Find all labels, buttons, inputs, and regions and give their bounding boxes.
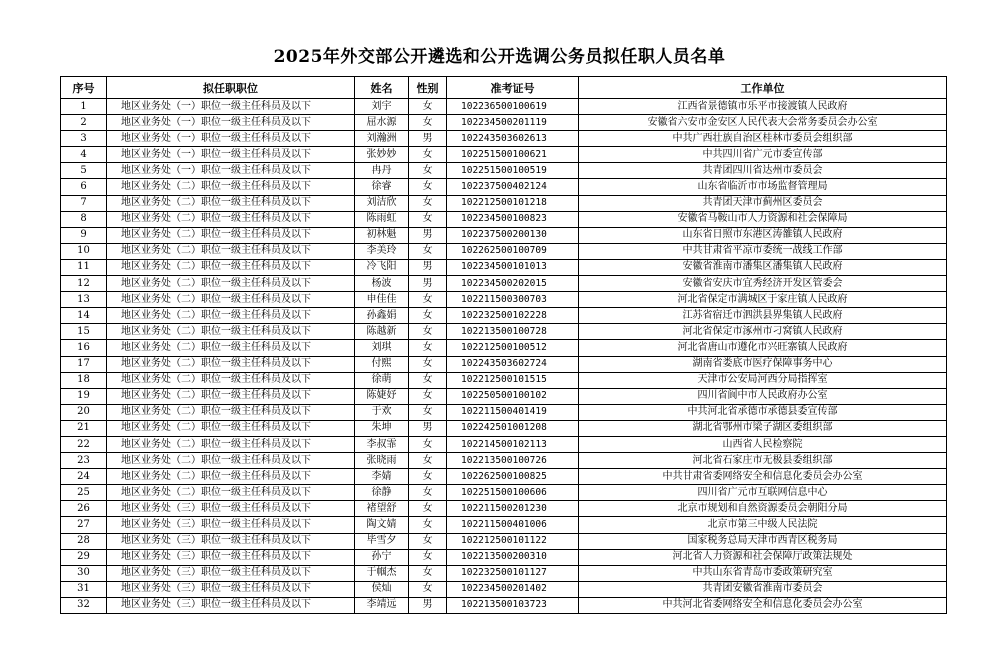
- cell-position: 地区业务处（一）职位一级主任科员及以下: [107, 163, 355, 179]
- cell-exam-number: 102251500100519: [447, 163, 579, 179]
- cell-exam-number: 102251500100606: [447, 485, 579, 501]
- cell-gender: 女: [409, 565, 447, 581]
- cell-seq: 28: [61, 533, 107, 549]
- cell-exam-number: 102213500100728: [447, 324, 579, 340]
- cell-name: 冉丹: [355, 163, 409, 179]
- cell-work-unit: 中共甘肃省平凉市委统一战线工作部: [579, 243, 947, 259]
- cell-work-unit: 共青团四川省达州市委员会: [579, 163, 947, 179]
- cell-exam-number: 102211500300703: [447, 292, 579, 308]
- cell-seq: 14: [61, 308, 107, 324]
- cell-gender: 男: [409, 420, 447, 436]
- table-row: [61, 485, 947, 501]
- cell-name: 杨波: [355, 276, 409, 292]
- cell-gender: 女: [409, 453, 447, 469]
- cell-work-unit: 中共甘肃省委网络安全和信息化委员会办公室: [579, 469, 947, 485]
- cell-name: 于帼杰: [355, 565, 409, 581]
- cell-work-unit: 北京市第三中级人民法院: [579, 517, 947, 533]
- cell-seq: 30: [61, 565, 107, 581]
- header-work-unit: 工作单位: [579, 77, 947, 99]
- cell-work-unit: 共青团安徽省淮南市委员会: [579, 581, 947, 597]
- cell-seq: 24: [61, 469, 107, 485]
- cell-exam-number: 102262500100825: [447, 469, 579, 485]
- cell-exam-number: 102262500100709: [447, 243, 579, 259]
- cell-seq: 15: [61, 324, 107, 340]
- cell-work-unit: 山东省临沂市市场监督管理局: [579, 179, 947, 195]
- cell-name: 刘洁欣: [355, 195, 409, 211]
- cell-exam-number: 102243503602724: [447, 356, 579, 372]
- table-row: [61, 436, 947, 452]
- cell-gender: 男: [409, 227, 447, 243]
- cell-seq: 1: [61, 99, 107, 115]
- cell-position: 地区业务处（二）职位一级主任科员及以下: [107, 404, 355, 420]
- table-row: [61, 259, 947, 275]
- cell-position: 地区业务处（二）职位一级主任科员及以下: [107, 243, 355, 259]
- cell-exam-number: 102213500103723: [447, 597, 579, 613]
- cell-name: 冷飞阳: [355, 259, 409, 275]
- cell-position: 地区业务处（二）职位一级主任科员及以下: [107, 469, 355, 485]
- cell-exam-number: 102234500201119: [447, 115, 579, 131]
- cell-name: 李叔霏: [355, 436, 409, 452]
- cell-position: 地区业务处（二）职位一级主任科员及以下: [107, 388, 355, 404]
- cell-work-unit: 湖北省鄂州市梁子湖区委组织部: [579, 420, 947, 436]
- cell-position: 地区业务处（三）职位一级主任科员及以下: [107, 597, 355, 613]
- cell-seq: 16: [61, 340, 107, 356]
- cell-name: 李婧: [355, 469, 409, 485]
- cell-work-unit: 安徽省马鞍山市人力资源和社会保障局: [579, 211, 947, 227]
- cell-position: 地区业务处（一）职位一级主任科员及以下: [107, 99, 355, 115]
- cell-position: 地区业务处（一）职位一级主任科员及以下: [107, 131, 355, 147]
- cell-exam-number: 102243503602613: [447, 131, 579, 147]
- cell-gender: 女: [409, 99, 447, 115]
- cell-seq: 17: [61, 356, 107, 372]
- table-header-row: [61, 77, 947, 99]
- cell-work-unit: 河北省保定市涿州市刁窝镇人民政府: [579, 324, 947, 340]
- table-row: [61, 179, 947, 195]
- cell-exam-number: 102234500101013: [447, 259, 579, 275]
- cell-work-unit: 河北省人力资源和社会保障厅政策法规处: [579, 549, 947, 565]
- cell-name: 孙宁: [355, 549, 409, 565]
- cell-name: 朱坤: [355, 420, 409, 436]
- table-row: [61, 420, 947, 436]
- cell-gender: 女: [409, 388, 447, 404]
- cell-name: 付熙: [355, 356, 409, 372]
- cell-gender: 女: [409, 581, 447, 597]
- cell-gender: 女: [409, 533, 447, 549]
- table-row: [61, 163, 947, 179]
- cell-position: 地区业务处（二）职位一级主任科员及以下: [107, 324, 355, 340]
- candidate-table: [60, 76, 947, 614]
- cell-position: 地区业务处（二）职位一级主任科员及以下: [107, 292, 355, 308]
- cell-seq: 23: [61, 453, 107, 469]
- cell-exam-number: 102250500100102: [447, 388, 579, 404]
- cell-name: 刘琪: [355, 340, 409, 356]
- cell-exam-number: 102211500401006: [447, 517, 579, 533]
- table-row: [61, 453, 947, 469]
- cell-gender: 女: [409, 292, 447, 308]
- cell-work-unit: 中共广西壮族自治区桂林市委员会组织部: [579, 131, 947, 147]
- table-row: [61, 356, 947, 372]
- cell-name: 陈越新: [355, 324, 409, 340]
- cell-name: 张晓雨: [355, 453, 409, 469]
- cell-seq: 27: [61, 517, 107, 533]
- cell-position: 地区业务处（二）职位一级主任科员及以下: [107, 227, 355, 243]
- cell-exam-number: 102213500200310: [447, 549, 579, 565]
- cell-exam-number: 102211500401419: [447, 404, 579, 420]
- cell-position: 地区业务处（一）职位一级主任科员及以下: [107, 147, 355, 163]
- cell-name: 申佳佳: [355, 292, 409, 308]
- cell-exam-number: 102214500102113: [447, 436, 579, 452]
- cell-work-unit: 安徽省六安市金安区人民代表大会常务委员会办公室: [579, 115, 947, 131]
- cell-exam-number: 102232500101127: [447, 565, 579, 581]
- cell-gender: 男: [409, 259, 447, 275]
- cell-exam-number: 102211500201230: [447, 501, 579, 517]
- cell-gender: 女: [409, 501, 447, 517]
- table-row: [61, 549, 947, 565]
- cell-seq: 22: [61, 436, 107, 452]
- cell-exam-number: 102212500100512: [447, 340, 579, 356]
- cell-seq: 26: [61, 501, 107, 517]
- cell-seq: 11: [61, 259, 107, 275]
- cell-gender: 女: [409, 324, 447, 340]
- cell-work-unit: 河北省石家庄市无极县委组织部: [579, 453, 947, 469]
- cell-gender: 女: [409, 549, 447, 565]
- cell-position: 地区业务处（二）职位一级主任科员及以下: [107, 340, 355, 356]
- cell-work-unit: 河北省保定市满城区于家庄镇人民政府: [579, 292, 947, 308]
- cell-position: 地区业务处（二）职位一级主任科员及以下: [107, 485, 355, 501]
- cell-position: 地区业务处（一）职位一级主任科员及以下: [107, 115, 355, 131]
- cell-gender: 男: [409, 131, 447, 147]
- cell-name: 陈雨虹: [355, 211, 409, 227]
- cell-gender: 女: [409, 340, 447, 356]
- cell-name: 于欢: [355, 404, 409, 420]
- cell-gender: 女: [409, 211, 447, 227]
- header-position: 拟任职职位: [107, 77, 355, 99]
- cell-name: 陶文婧: [355, 517, 409, 533]
- cell-seq: 9: [61, 227, 107, 243]
- cell-seq: 12: [61, 276, 107, 292]
- cell-position: 地区业务处（二）职位一级主任科员及以下: [107, 356, 355, 372]
- document-title: 2025年外交部公开遴选和公开选调公务员拟任职人员名单: [273, 47, 726, 67]
- cell-seq: 25: [61, 485, 107, 501]
- cell-position: 地区业务处（二）职位一级主任科员及以下: [107, 259, 355, 275]
- cell-seq: 32: [61, 597, 107, 613]
- cell-position: 地区业务处（三）职位一级主任科员及以下: [107, 517, 355, 533]
- cell-seq: 29: [61, 549, 107, 565]
- cell-gender: 女: [409, 517, 447, 533]
- cell-work-unit: 四川省广元市互联网信息中心: [579, 485, 947, 501]
- cell-seq: 3: [61, 131, 107, 147]
- cell-position: 地区业务处（三）职位一级主任科员及以下: [107, 565, 355, 581]
- cell-gender: 女: [409, 195, 447, 211]
- cell-position: 地区业务处（三）职位一级主任科员及以下: [107, 533, 355, 549]
- cell-work-unit: 中共四川省广元市委宣传部: [579, 147, 947, 163]
- cell-name: 张妙妙: [355, 147, 409, 163]
- table-row: [61, 372, 947, 388]
- cell-gender: 女: [409, 115, 447, 131]
- cell-seq: 2: [61, 115, 107, 131]
- cell-gender: 男: [409, 276, 447, 292]
- cell-exam-number: 102237500402124: [447, 179, 579, 195]
- cell-exam-number: 102242501001208: [447, 420, 579, 436]
- cell-position: 地区业务处（二）职位一级主任科员及以下: [107, 195, 355, 211]
- cell-seq: 31: [61, 581, 107, 597]
- header-exam-number: 准考证号: [447, 77, 579, 99]
- table-body: [61, 99, 947, 614]
- cell-seq: 7: [61, 195, 107, 211]
- header-seq: 序号: [61, 77, 107, 99]
- table-row: [61, 581, 947, 597]
- table-row: [61, 469, 947, 485]
- table-row: [61, 517, 947, 533]
- table-row: [61, 324, 947, 340]
- cell-gender: 女: [409, 163, 447, 179]
- cell-work-unit: 安徽省淮南市潘集区潘集镇人民政府: [579, 259, 947, 275]
- cell-position: 地区业务处（二）职位一级主任科员及以下: [107, 179, 355, 195]
- cell-name: 孙鑫娟: [355, 308, 409, 324]
- cell-work-unit: 湖南省娄底市医疗保障事务中心: [579, 356, 947, 372]
- cell-exam-number: 102234500100823: [447, 211, 579, 227]
- cell-gender: 女: [409, 243, 447, 259]
- cell-position: 地区业务处（二）职位一级主任科员及以下: [107, 276, 355, 292]
- cell-gender: 女: [409, 179, 447, 195]
- cell-name: 徐睿: [355, 179, 409, 195]
- cell-work-unit: 江西省景德镇市乐平市接渡镇人民政府: [579, 99, 947, 115]
- cell-position: 地区业务处（二）职位一级主任科员及以下: [107, 436, 355, 452]
- cell-gender: 男: [409, 597, 447, 613]
- table-row: [61, 227, 947, 243]
- header-name: 姓名: [355, 77, 409, 99]
- cell-name: 褚望舒: [355, 501, 409, 517]
- cell-work-unit: 国家税务总局天津市西青区税务局: [579, 533, 947, 549]
- cell-position: 地区业务处（二）职位一级主任科员及以下: [107, 453, 355, 469]
- cell-work-unit: 安徽省安庆市宜秀经济开发区管委会: [579, 276, 947, 292]
- cell-exam-number: 102234500202015: [447, 276, 579, 292]
- table-row: [61, 115, 947, 131]
- cell-gender: 女: [409, 308, 447, 324]
- table-row: [61, 340, 947, 356]
- table-row: [61, 388, 947, 404]
- cell-gender: 女: [409, 485, 447, 501]
- cell-work-unit: 江苏省宿迁市泗洪县界集镇人民政府: [579, 308, 947, 324]
- table-row: [61, 243, 947, 259]
- table-row: [61, 211, 947, 227]
- cell-name: 刘宇: [355, 99, 409, 115]
- cell-exam-number: 102213500100726: [447, 453, 579, 469]
- cell-exam-number: 102232500102228: [447, 308, 579, 324]
- cell-work-unit: 北京市规划和自然资源委员会朝阳分局: [579, 501, 947, 517]
- cell-name: 刘瀚洲: [355, 131, 409, 147]
- cell-name: 侯灿: [355, 581, 409, 597]
- cell-work-unit: 四川省阆中市人民政府办公室: [579, 388, 947, 404]
- table-row: [61, 131, 947, 147]
- cell-seq: 21: [61, 420, 107, 436]
- cell-position: 地区业务处（三）职位一级主任科员及以下: [107, 549, 355, 565]
- table-row: [61, 597, 947, 613]
- cell-position: 地区业务处（二）职位一级主任科员及以下: [107, 211, 355, 227]
- cell-name: 毕雪夕: [355, 533, 409, 549]
- cell-name: 李靖远: [355, 597, 409, 613]
- cell-work-unit: 山西省人民检察院: [579, 436, 947, 452]
- cell-exam-number: 102236500100619: [447, 99, 579, 115]
- cell-position: 地区业务处（三）职位一级主任科员及以下: [107, 581, 355, 597]
- cell-work-unit: 河北省唐山市遵化市兴旺寨镇人民政府: [579, 340, 947, 356]
- table-row: [61, 501, 947, 517]
- cell-seq: 13: [61, 292, 107, 308]
- cell-exam-number: 102251500100621: [447, 147, 579, 163]
- table-row: [61, 308, 947, 324]
- cell-exam-number: 102234500201402: [447, 581, 579, 597]
- cell-seq: 18: [61, 372, 107, 388]
- cell-gender: 女: [409, 469, 447, 485]
- cell-seq: 10: [61, 243, 107, 259]
- table-row: [61, 99, 947, 115]
- cell-work-unit: 天津市公安局河西分局指挥室: [579, 372, 947, 388]
- cell-exam-number: 102212500101515: [447, 372, 579, 388]
- table-row: [61, 292, 947, 308]
- cell-position: 地区业务处（二）职位一级主任科员及以下: [107, 372, 355, 388]
- cell-position: 地区业务处（二）职位一级主任科员及以下: [107, 420, 355, 436]
- cell-work-unit: 山东省日照市东港区涛雒镇人民政府: [579, 227, 947, 243]
- cell-gender: 女: [409, 372, 447, 388]
- cell-exam-number: 102212500101218: [447, 195, 579, 211]
- table-row: [61, 276, 947, 292]
- cell-exam-number: 102237500200130: [447, 227, 579, 243]
- cell-work-unit: 共青团天津市蓟州区委员会: [579, 195, 947, 211]
- table-row: [61, 404, 947, 420]
- header-gender: 性别: [409, 77, 447, 99]
- cell-seq: 6: [61, 179, 107, 195]
- cell-seq: 8: [61, 211, 107, 227]
- cell-position: 地区业务处（三）职位一级主任科员及以下: [107, 501, 355, 517]
- cell-exam-number: 102212500101122: [447, 533, 579, 549]
- cell-work-unit: 中共河北省委网络安全和信息化委员会办公室: [579, 597, 947, 613]
- table-row: [61, 195, 947, 211]
- cell-seq: 4: [61, 147, 107, 163]
- cell-gender: 女: [409, 356, 447, 372]
- cell-seq: 20: [61, 404, 107, 420]
- cell-gender: 女: [409, 147, 447, 163]
- cell-position: 地区业务处（二）职位一级主任科员及以下: [107, 308, 355, 324]
- cell-gender: 女: [409, 436, 447, 452]
- cell-name: 初林魁: [355, 227, 409, 243]
- cell-work-unit: 中共山东省青岛市委政策研究室: [579, 565, 947, 581]
- cell-name: 陈婕妤: [355, 388, 409, 404]
- cell-name: 屈水源: [355, 115, 409, 131]
- cell-work-unit: 中共河北省承德市承德县委宣传部: [579, 404, 947, 420]
- table-row: [61, 565, 947, 581]
- cell-gender: 女: [409, 404, 447, 420]
- table-row: [61, 533, 947, 549]
- cell-name: 李美玲: [355, 243, 409, 259]
- cell-name: 徐静: [355, 485, 409, 501]
- cell-seq: 5: [61, 163, 107, 179]
- cell-seq: 19: [61, 388, 107, 404]
- table-row: [61, 147, 947, 163]
- cell-name: 徐萌: [355, 372, 409, 388]
